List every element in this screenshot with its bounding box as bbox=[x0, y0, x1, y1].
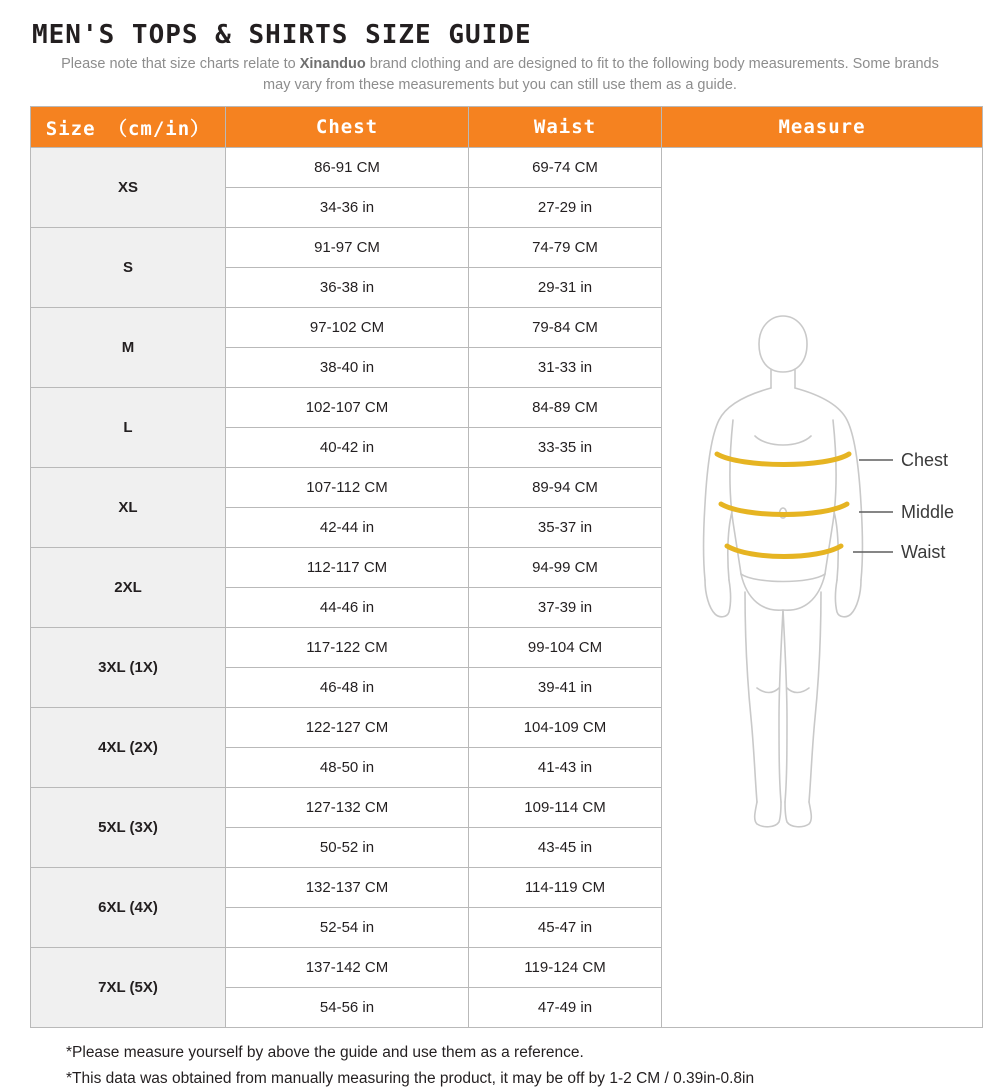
size-label: 5XL (3X) bbox=[31, 788, 226, 868]
table-row bbox=[31, 148, 983, 188]
waist-cm-value: 119-124 CM bbox=[469, 948, 662, 988]
brand-name: Xinanduo bbox=[299, 56, 366, 72]
waist-band bbox=[727, 546, 841, 557]
waist-in-value: 37-39 in bbox=[469, 588, 662, 628]
waist-in-value: 27-29 in bbox=[469, 188, 662, 228]
table-body bbox=[31, 148, 983, 1028]
chest-in-value: 40-42 in bbox=[226, 428, 469, 468]
chest-cm-value: 107-112 CM bbox=[226, 468, 469, 508]
waist-cm-value: 104-109 CM bbox=[469, 708, 662, 748]
chest-cm-value: 117-122 CM bbox=[226, 628, 469, 668]
size-label: L bbox=[31, 388, 226, 468]
measure-figure-cell bbox=[662, 148, 983, 1028]
chest-in-value: 42-44 in bbox=[226, 508, 469, 548]
column-header-measure: Measure bbox=[662, 107, 983, 148]
waist-in-value: 43-45 in bbox=[469, 828, 662, 868]
waist-in-value: 41-43 in bbox=[469, 748, 662, 788]
column-header-chest: Chest bbox=[226, 107, 469, 148]
chest-in-value: 34-36 in bbox=[226, 188, 469, 228]
size-chart-table bbox=[30, 106, 983, 1028]
waist-in-value: 33-35 in bbox=[469, 428, 662, 468]
size-label: 6XL (4X) bbox=[31, 868, 226, 948]
waist-in-value: 31-33 in bbox=[469, 348, 662, 388]
chest-in-value: 48-50 in bbox=[226, 748, 469, 788]
waist-in-value: 29-31 in bbox=[469, 268, 662, 308]
waist-cm-value: 109-114 CM bbox=[469, 788, 662, 828]
chest-cm-value: 86-91 CM bbox=[226, 148, 469, 188]
chest-in-value: 36-38 in bbox=[226, 268, 469, 308]
label-middle: Middle bbox=[901, 501, 955, 522]
size-label: 2XL bbox=[31, 548, 226, 628]
waist-cm-value: 84-89 CM bbox=[469, 388, 662, 428]
chest-band bbox=[717, 454, 849, 465]
waist-cm-value: 69-74 CM bbox=[469, 148, 662, 188]
body-figure bbox=[662, 308, 980, 868]
chest-cm-value: 127-132 CM bbox=[226, 788, 469, 828]
waist-cm-value: 79-84 CM bbox=[469, 308, 662, 348]
waist-in-value: 47-49 in bbox=[469, 988, 662, 1028]
chest-in-value: 54-56 in bbox=[226, 988, 469, 1028]
chest-in-value: 50-52 in bbox=[226, 828, 469, 868]
waist-in-value: 45-47 in bbox=[469, 908, 662, 948]
size-label: M bbox=[31, 308, 226, 388]
size-label: XL bbox=[31, 468, 226, 548]
size-label: 3XL (1X) bbox=[31, 628, 226, 708]
body-diagram-svg bbox=[671, 308, 971, 868]
column-header-waist: Waist bbox=[469, 107, 662, 148]
waist-in-value: 35-37 in bbox=[469, 508, 662, 548]
chest-in-value: 44-46 in bbox=[226, 588, 469, 628]
waist-cm-value: 94-99 CM bbox=[469, 548, 662, 588]
footnotes bbox=[66, 1040, 940, 1091]
waist-in-value: 39-41 in bbox=[469, 668, 662, 708]
chest-cm-value: 137-142 CM bbox=[226, 948, 469, 988]
waist-cm-value: 89-94 CM bbox=[469, 468, 662, 508]
size-label: 4XL (2X) bbox=[31, 708, 226, 788]
chest-cm-value: 102-107 CM bbox=[226, 388, 469, 428]
size-label: XS bbox=[31, 148, 226, 228]
column-header-size: Size （cm/in） bbox=[31, 107, 226, 148]
size-chart-note bbox=[58, 54, 942, 96]
footnote-2: *This data was obtained from manually measuring the product, it may be off by 1-2 CM / 0.39in-0.8in bbox=[66, 1069, 755, 1087]
chest-cm-value: 132-137 CM bbox=[226, 868, 469, 908]
footnote-1: *Please measure yourself by above the guide and use them as a reference. bbox=[66, 1044, 584, 1062]
chest-in-value: 46-48 in bbox=[226, 668, 469, 708]
note-text-after: brand clothing and are designed to fit to the following body measurements. Some brands may vary from these measurements but you can still use them as a guide. bbox=[263, 56, 939, 94]
label-waist: Waist bbox=[901, 541, 946, 562]
waist-cm-value: 74-79 CM bbox=[469, 228, 662, 268]
size-label: S bbox=[31, 228, 226, 308]
waist-cm-value: 99-104 CM bbox=[469, 628, 662, 668]
chest-cm-value: 112-117 CM bbox=[226, 548, 469, 588]
table-head bbox=[31, 107, 983, 148]
waist-cm-value: 114-119 CM bbox=[469, 868, 662, 908]
page-title: MEN'S TOPS & SHIRTS SIZE GUIDE bbox=[32, 20, 532, 50]
size-label: 7XL (5X) bbox=[31, 948, 226, 1028]
chest-cm-value: 91-97 CM bbox=[226, 228, 469, 268]
note-text-before: Please note that size charts relate to bbox=[61, 56, 300, 72]
table-header-row bbox=[31, 107, 983, 148]
chest-cm-value: 122-127 CM bbox=[226, 708, 469, 748]
middle-band bbox=[721, 504, 847, 515]
chest-in-value: 52-54 in bbox=[226, 908, 469, 948]
chest-in-value: 38-40 in bbox=[226, 348, 469, 388]
label-chest: Chest bbox=[901, 449, 949, 470]
chest-cm-value: 97-102 CM bbox=[226, 308, 469, 348]
